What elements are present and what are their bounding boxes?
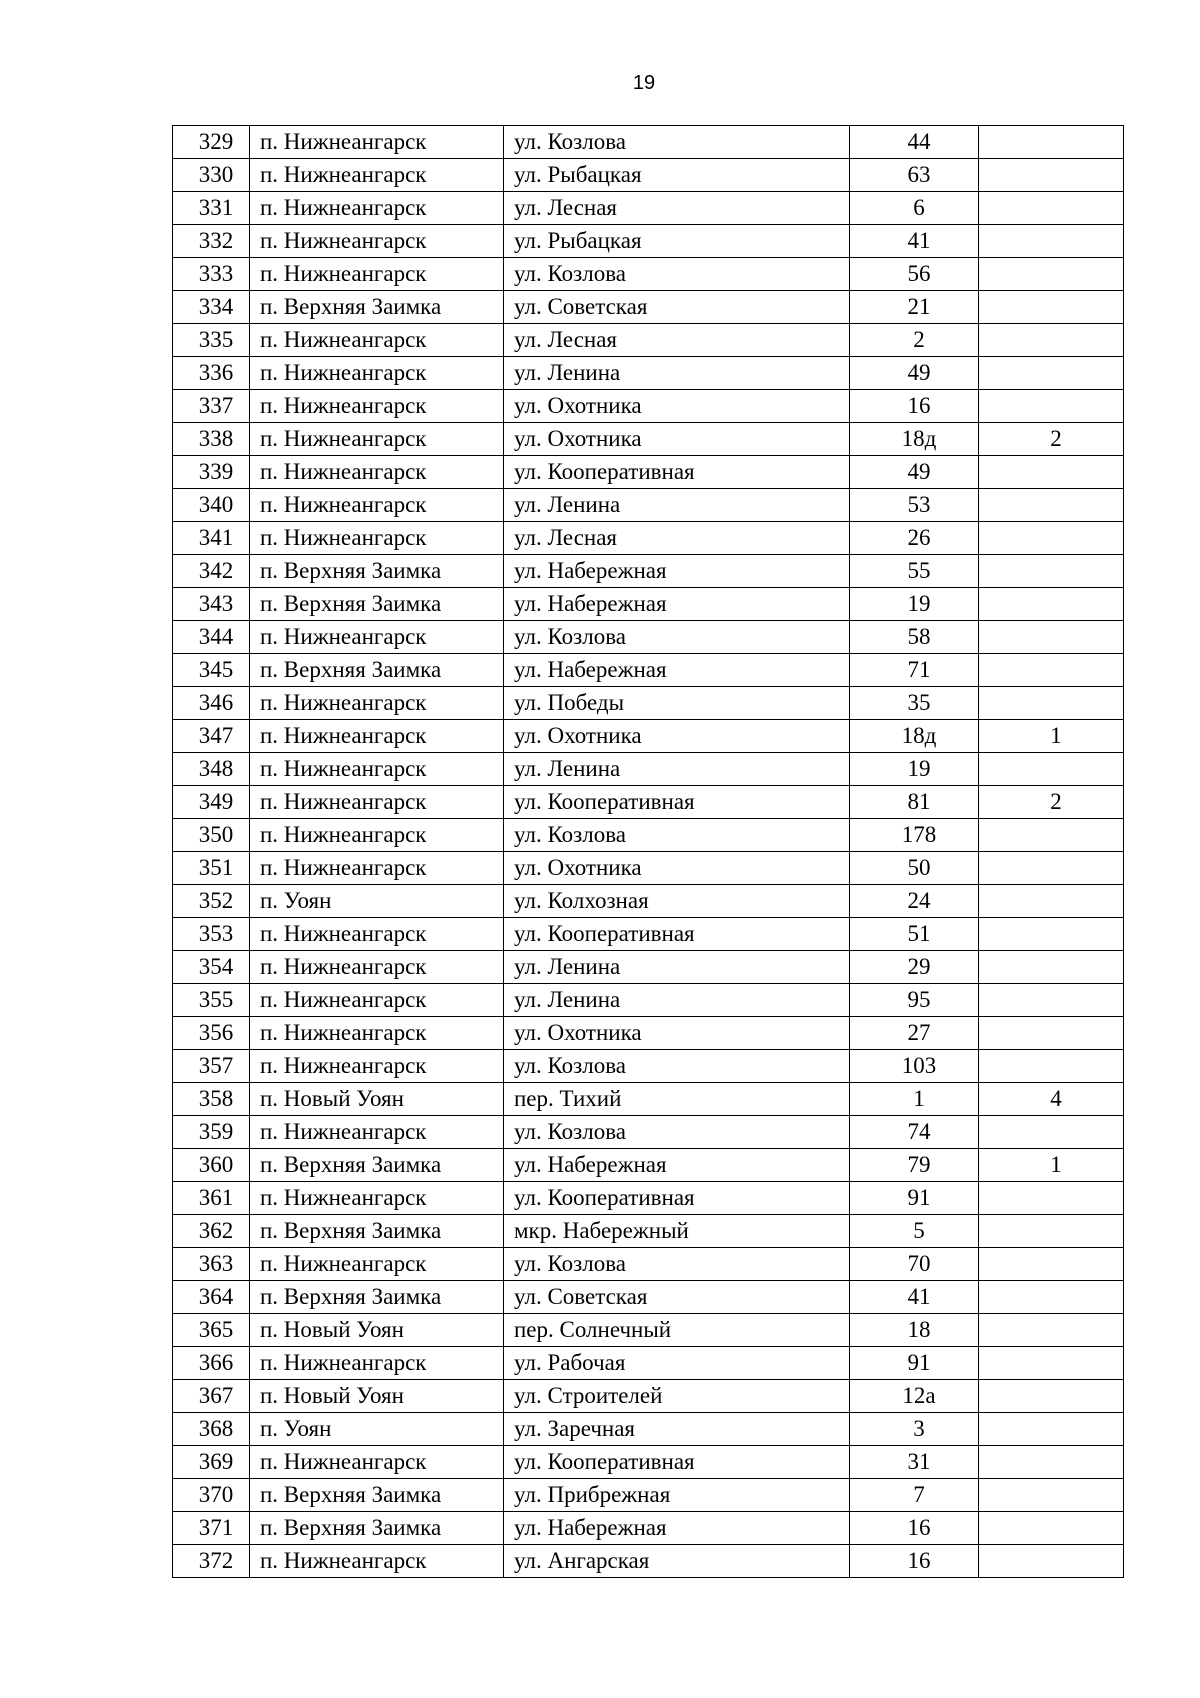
street-cell: ул. Набережная xyxy=(504,1149,850,1182)
extra-cell xyxy=(979,456,1124,489)
settlement-cell: п. Верхняя Заимка xyxy=(250,1479,504,1512)
house-number-cell: 91 xyxy=(850,1347,979,1380)
settlement-cell: п. Нижнеангарск xyxy=(250,159,504,192)
house-number-cell: 19 xyxy=(850,588,979,621)
settlement-cell: п. Нижнеангарск xyxy=(250,324,504,357)
table-row xyxy=(173,1512,1124,1545)
row-number: 358 xyxy=(173,1083,250,1116)
table-row xyxy=(173,1083,1124,1116)
house-number-cell: 103 xyxy=(850,1050,979,1083)
row-number: 339 xyxy=(173,456,250,489)
table-row xyxy=(173,1182,1124,1215)
street-cell: мкр. Набережный xyxy=(504,1215,850,1248)
table-row xyxy=(173,258,1124,291)
street-cell: ул. Лесная xyxy=(504,324,850,357)
street-cell: ул. Колхозная xyxy=(504,885,850,918)
house-number-cell: 31 xyxy=(850,1446,979,1479)
settlement-cell: п. Нижнеангарск xyxy=(250,1545,504,1578)
extra-cell xyxy=(979,654,1124,687)
settlement-cell: п. Нижнеангарск xyxy=(250,918,504,951)
page-number: 19 xyxy=(632,72,656,94)
settlement-cell: п. Нижнеангарск xyxy=(250,621,504,654)
row-number: 341 xyxy=(173,522,250,555)
table-row xyxy=(173,423,1124,456)
house-number-cell: 178 xyxy=(850,819,979,852)
street-cell: ул. Козлова xyxy=(504,621,850,654)
table-row xyxy=(173,1413,1124,1446)
street-cell: ул. Охотника xyxy=(504,390,850,423)
extra-cell xyxy=(979,1446,1124,1479)
row-number: 344 xyxy=(173,621,250,654)
extra-cell xyxy=(979,621,1124,654)
extra-cell xyxy=(979,258,1124,291)
row-number: 364 xyxy=(173,1281,250,1314)
street-cell: ул. Победы xyxy=(504,687,850,720)
settlement-cell: п. Нижнеангарск xyxy=(250,984,504,1017)
house-number-cell: 12а xyxy=(850,1380,979,1413)
extra-cell xyxy=(979,1182,1124,1215)
extra-cell xyxy=(979,1380,1124,1413)
row-number: 343 xyxy=(173,588,250,621)
extra-cell xyxy=(979,225,1124,258)
settlement-cell: п. Верхняя Заимка xyxy=(250,1149,504,1182)
house-number-cell: 7 xyxy=(850,1479,979,1512)
row-number: 365 xyxy=(173,1314,250,1347)
street-cell: ул. Лесная xyxy=(504,192,850,225)
house-number-cell: 16 xyxy=(850,1545,979,1578)
house-number-cell: 6 xyxy=(850,192,979,225)
table-row xyxy=(173,588,1124,621)
street-cell: ул. Охотника xyxy=(504,1017,850,1050)
house-number-cell: 26 xyxy=(850,522,979,555)
street-cell: ул. Козлова xyxy=(504,126,850,159)
row-number: 352 xyxy=(173,885,250,918)
house-number-cell: 19 xyxy=(850,753,979,786)
table-row xyxy=(173,654,1124,687)
settlement-cell: п. Верхняя Заимка xyxy=(250,291,504,324)
street-cell: ул. Рыбацкая xyxy=(504,225,850,258)
extra-cell xyxy=(979,1050,1124,1083)
street-cell: ул. Набережная xyxy=(504,654,850,687)
settlement-cell: п. Верхняя Заимка xyxy=(250,588,504,621)
extra-cell xyxy=(979,192,1124,225)
extra-cell xyxy=(979,1545,1124,1578)
extra-cell xyxy=(979,357,1124,390)
house-number-cell: 49 xyxy=(850,357,979,390)
extra-cell xyxy=(979,522,1124,555)
extra-cell xyxy=(979,1479,1124,1512)
table-row xyxy=(173,522,1124,555)
row-number: 334 xyxy=(173,291,250,324)
table-row xyxy=(173,753,1124,786)
row-number: 336 xyxy=(173,357,250,390)
table-row xyxy=(173,1281,1124,1314)
house-number-cell: 70 xyxy=(850,1248,979,1281)
extra-cell: 4 xyxy=(979,1083,1124,1116)
table-row xyxy=(173,1116,1124,1149)
row-number: 366 xyxy=(173,1347,250,1380)
extra-cell xyxy=(979,984,1124,1017)
settlement-cell: п. Уоян xyxy=(250,1413,504,1446)
row-number: 370 xyxy=(173,1479,250,1512)
settlement-cell: п. Нижнеангарск xyxy=(250,1446,504,1479)
settlement-cell: п. Нижнеангарск xyxy=(250,258,504,291)
row-number: 329 xyxy=(173,126,250,159)
table-row xyxy=(173,786,1124,819)
street-cell: ул. Рабочая xyxy=(504,1347,850,1380)
house-number-cell: 55 xyxy=(850,555,979,588)
extra-cell: 2 xyxy=(979,786,1124,819)
extra-cell xyxy=(979,324,1124,357)
street-cell: ул. Кооперативная xyxy=(504,1446,850,1479)
extra-cell xyxy=(979,885,1124,918)
row-number: 345 xyxy=(173,654,250,687)
extra-cell xyxy=(979,390,1124,423)
table-row xyxy=(173,456,1124,489)
house-number-cell: 18д xyxy=(850,423,979,456)
house-number-cell: 44 xyxy=(850,126,979,159)
row-number: 355 xyxy=(173,984,250,1017)
street-cell: ул. Кооперативная xyxy=(504,786,850,819)
settlement-cell: п. Уоян xyxy=(250,885,504,918)
house-number-cell: 95 xyxy=(850,984,979,1017)
extra-cell xyxy=(979,159,1124,192)
row-number: 351 xyxy=(173,852,250,885)
house-number-cell: 27 xyxy=(850,1017,979,1050)
extra-cell: 1 xyxy=(979,720,1124,753)
table-row xyxy=(173,291,1124,324)
house-number-cell: 51 xyxy=(850,918,979,951)
street-cell: ул. Советская xyxy=(504,291,850,324)
house-number-cell: 56 xyxy=(850,258,979,291)
table-row xyxy=(173,1149,1124,1182)
street-cell: ул. Козлова xyxy=(504,258,850,291)
settlement-cell: п. Нижнеангарск xyxy=(250,720,504,753)
house-number-cell: 63 xyxy=(850,159,979,192)
house-number-cell: 16 xyxy=(850,1512,979,1545)
settlement-cell: п. Верхняя Заимка xyxy=(250,555,504,588)
settlement-cell: п. Нижнеангарск xyxy=(250,456,504,489)
house-number-cell: 71 xyxy=(850,654,979,687)
row-number: 337 xyxy=(173,390,250,423)
street-cell: ул. Рыбацкая xyxy=(504,159,850,192)
settlement-cell: п. Верхняя Заимка xyxy=(250,1215,504,1248)
settlement-cell: п. Верхняя Заимка xyxy=(250,1512,504,1545)
extra-cell xyxy=(979,1215,1124,1248)
settlement-cell: п. Новый Уоян xyxy=(250,1380,504,1413)
row-number: 331 xyxy=(173,192,250,225)
table-row xyxy=(173,225,1124,258)
house-number-cell: 81 xyxy=(850,786,979,819)
street-cell: ул. Строителей xyxy=(504,1380,850,1413)
extra-cell xyxy=(979,753,1124,786)
table-row xyxy=(173,1545,1124,1578)
row-number: 349 xyxy=(173,786,250,819)
row-number: 332 xyxy=(173,225,250,258)
row-number: 347 xyxy=(173,720,250,753)
row-number: 372 xyxy=(173,1545,250,1578)
house-number-cell: 50 xyxy=(850,852,979,885)
street-cell: ул. Набережная xyxy=(504,1512,850,1545)
street-cell: ул. Ленина xyxy=(504,984,850,1017)
settlement-cell: п. Нижнеангарск xyxy=(250,786,504,819)
extra-cell xyxy=(979,1116,1124,1149)
extra-cell xyxy=(979,1248,1124,1281)
street-cell: ул. Ленина xyxy=(504,951,850,984)
row-number: 360 xyxy=(173,1149,250,1182)
table-row xyxy=(173,1215,1124,1248)
street-cell: ул. Лесная xyxy=(504,522,850,555)
street-cell: ул. Козлова xyxy=(504,1248,850,1281)
house-number-cell: 53 xyxy=(850,489,979,522)
table-row xyxy=(173,1017,1124,1050)
table-row xyxy=(173,126,1124,159)
row-number: 371 xyxy=(173,1512,250,1545)
table-row xyxy=(173,324,1124,357)
street-cell: ул. Ангарская xyxy=(504,1545,850,1578)
settlement-cell: п. Нижнеангарск xyxy=(250,390,504,423)
row-number: 359 xyxy=(173,1116,250,1149)
table-row xyxy=(173,621,1124,654)
street-cell: ул. Кооперативная xyxy=(504,456,850,489)
settlement-cell: п. Нижнеангарск xyxy=(250,357,504,390)
row-number: 333 xyxy=(173,258,250,291)
table-row xyxy=(173,159,1124,192)
row-number: 335 xyxy=(173,324,250,357)
street-cell: пер. Солнечный xyxy=(504,1314,850,1347)
row-number: 340 xyxy=(173,489,250,522)
street-cell: ул. Ленина xyxy=(504,489,850,522)
address-table-body xyxy=(173,126,1124,1578)
address-table xyxy=(172,125,1124,1578)
row-number: 362 xyxy=(173,1215,250,1248)
house-number-cell: 3 xyxy=(850,1413,979,1446)
settlement-cell: п. Новый Уоян xyxy=(250,1083,504,1116)
settlement-cell: п. Нижнеангарск xyxy=(250,522,504,555)
house-number-cell: 49 xyxy=(850,456,979,489)
street-cell: ул. Прибрежная xyxy=(504,1479,850,1512)
extra-cell xyxy=(979,555,1124,588)
settlement-cell: п. Нижнеангарск xyxy=(250,1017,504,1050)
extra-cell: 2 xyxy=(979,423,1124,456)
extra-cell xyxy=(979,291,1124,324)
extra-cell xyxy=(979,1413,1124,1446)
house-number-cell: 79 xyxy=(850,1149,979,1182)
table-row xyxy=(173,819,1124,852)
row-number: 330 xyxy=(173,159,250,192)
table-row xyxy=(173,687,1124,720)
table-row xyxy=(173,885,1124,918)
row-number: 354 xyxy=(173,951,250,984)
extra-cell xyxy=(979,588,1124,621)
street-cell: ул. Кооперативная xyxy=(504,918,850,951)
house-number-cell: 24 xyxy=(850,885,979,918)
house-number-cell: 29 xyxy=(850,951,979,984)
settlement-cell: п. Нижнеангарск xyxy=(250,819,504,852)
settlement-cell: п. Нижнеангарск xyxy=(250,1116,504,1149)
settlement-cell: п. Нижнеангарск xyxy=(250,1050,504,1083)
row-number: 361 xyxy=(173,1182,250,1215)
table-row xyxy=(173,357,1124,390)
table-row xyxy=(173,720,1124,753)
street-cell: ул. Охотника xyxy=(504,852,850,885)
house-number-cell: 1 xyxy=(850,1083,979,1116)
street-cell: ул. Козлова xyxy=(504,1116,850,1149)
row-number: 348 xyxy=(173,753,250,786)
settlement-cell: п. Новый Уоян xyxy=(250,1314,504,1347)
extra-cell xyxy=(979,1314,1124,1347)
street-cell: ул. Заречная xyxy=(504,1413,850,1446)
house-number-cell: 91 xyxy=(850,1182,979,1215)
house-number-cell: 2 xyxy=(850,324,979,357)
table-row xyxy=(173,555,1124,588)
table-row xyxy=(173,192,1124,225)
extra-cell xyxy=(979,852,1124,885)
street-cell: ул. Набережная xyxy=(504,588,850,621)
street-cell: ул. Набережная xyxy=(504,555,850,588)
table-row xyxy=(173,1347,1124,1380)
street-cell: ул. Козлова xyxy=(504,1050,850,1083)
row-number: 367 xyxy=(173,1380,250,1413)
street-cell: пер. Тихий xyxy=(504,1083,850,1116)
extra-cell xyxy=(979,1512,1124,1545)
extra-cell xyxy=(979,1017,1124,1050)
row-number: 346 xyxy=(173,687,250,720)
settlement-cell: п. Нижнеангарск xyxy=(250,1182,504,1215)
settlement-cell: п. Верхняя Заимка xyxy=(250,1281,504,1314)
table-row xyxy=(173,852,1124,885)
house-number-cell: 18 xyxy=(850,1314,979,1347)
row-number: 350 xyxy=(173,819,250,852)
settlement-cell: п. Нижнеангарск xyxy=(250,1248,504,1281)
settlement-cell: п. Нижнеангарск xyxy=(250,225,504,258)
row-number: 357 xyxy=(173,1050,250,1083)
extra-cell xyxy=(979,819,1124,852)
row-number: 363 xyxy=(173,1248,250,1281)
settlement-cell: п. Нижнеангарск xyxy=(250,1347,504,1380)
settlement-cell: п. Нижнеангарск xyxy=(250,753,504,786)
table-row xyxy=(173,1248,1124,1281)
house-number-cell: 21 xyxy=(850,291,979,324)
extra-cell xyxy=(979,951,1124,984)
extra-cell xyxy=(979,687,1124,720)
house-number-cell: 41 xyxy=(850,225,979,258)
table-row xyxy=(173,984,1124,1017)
settlement-cell: п. Нижнеангарск xyxy=(250,489,504,522)
settlement-cell: п. Нижнеангарск xyxy=(250,423,504,456)
street-cell: ул. Ленина xyxy=(504,753,850,786)
house-number-cell: 74 xyxy=(850,1116,979,1149)
row-number: 356 xyxy=(173,1017,250,1050)
settlement-cell: п. Нижнеангарск xyxy=(250,192,504,225)
table-row xyxy=(173,918,1124,951)
settlement-cell: п. Нижнеангарск xyxy=(250,852,504,885)
settlement-cell: п. Нижнеангарск xyxy=(250,687,504,720)
house-number-cell: 35 xyxy=(850,687,979,720)
table-row xyxy=(173,1314,1124,1347)
table-row xyxy=(173,1479,1124,1512)
house-number-cell: 5 xyxy=(850,1215,979,1248)
street-cell: ул. Козлова xyxy=(504,819,850,852)
extra-cell xyxy=(979,1347,1124,1380)
street-cell: ул. Ленина xyxy=(504,357,850,390)
settlement-cell: п. Нижнеангарск xyxy=(250,951,504,984)
house-number-cell: 18д xyxy=(850,720,979,753)
street-cell: ул. Охотника xyxy=(504,720,850,753)
street-cell: ул. Охотника xyxy=(504,423,850,456)
extra-cell xyxy=(979,489,1124,522)
row-number: 369 xyxy=(173,1446,250,1479)
extra-cell xyxy=(979,126,1124,159)
table-row xyxy=(173,489,1124,522)
row-number: 368 xyxy=(173,1413,250,1446)
street-cell: ул. Кооперативная xyxy=(504,1182,850,1215)
row-number: 342 xyxy=(173,555,250,588)
extra-cell xyxy=(979,1281,1124,1314)
house-number-cell: 16 xyxy=(850,390,979,423)
table-row xyxy=(173,1446,1124,1479)
table-row xyxy=(173,1380,1124,1413)
settlement-cell: п. Верхняя Заимка xyxy=(250,654,504,687)
house-number-cell: 41 xyxy=(850,1281,979,1314)
table-row xyxy=(173,390,1124,423)
extra-cell xyxy=(979,918,1124,951)
extra-cell: 1 xyxy=(979,1149,1124,1182)
settlement-cell: п. Нижнеангарск xyxy=(250,126,504,159)
table-row xyxy=(173,1050,1124,1083)
row-number: 338 xyxy=(173,423,250,456)
house-number-cell: 58 xyxy=(850,621,979,654)
street-cell: ул. Советская xyxy=(504,1281,850,1314)
table-row xyxy=(173,951,1124,984)
row-number: 353 xyxy=(173,918,250,951)
